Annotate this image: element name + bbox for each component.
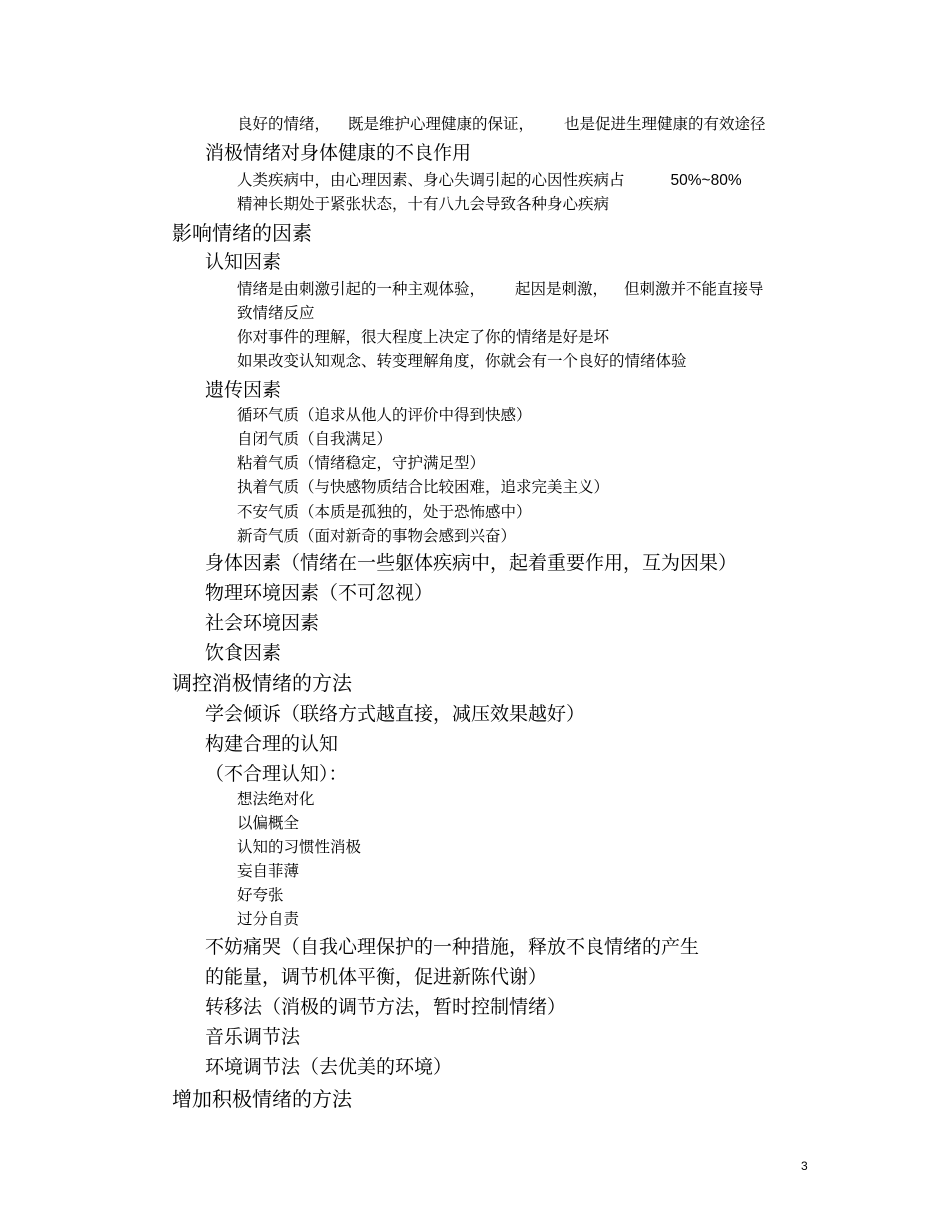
heading-diet: 饮食因素 — [205, 642, 282, 664]
percentage-range: 50%~80% — [670, 172, 742, 189]
irrational-item: 以偏概全 — [237, 814, 300, 832]
method-irrational: （不合理认知）： — [205, 763, 348, 785]
method-cry-cont: 的能量，调节机体平衡，促进新陈代谢） — [205, 966, 548, 988]
page-number: 3 — [801, 1159, 808, 1173]
heading-negative-effect: 消极情绪对身体健康的不良作用 — [205, 142, 472, 164]
heading-genetic: 遗传因素 — [205, 379, 282, 401]
paragraph-cognitive-1: 情绪是由刺激引起的一种主观体验， 起因是刺激， 但刺激并不能直接导 — [237, 280, 764, 298]
paragraph-cognitive-3: 如果改变认知观念、转变理解角度，你就会有一个良好的情绪体验 — [237, 352, 687, 370]
method-cognition: 构建合理的认知 — [205, 733, 339, 755]
heading-increase: 增加积极情绪的方法 — [172, 1087, 352, 1111]
irrational-item: 好夸张 — [237, 886, 284, 904]
paragraph-cognitive-2: 你对事件的理解，很大程度上决定了你的情绪是好是坏 — [237, 328, 610, 346]
genetic-item: 循环气质（追求从他人的评价中得到快感） — [237, 406, 532, 424]
heading-social-env: 社会环境因素 — [205, 612, 320, 634]
paragraph-good-emotion: 良好的情绪， 既是维护心理健康的保证， 也是促进生理健康的有效途径 — [237, 115, 766, 133]
method-shift: 转移法（消极的调节方法，暂时控制情绪） — [205, 996, 567, 1018]
heading-physical-env: 物理环境因素（不可忽视） — [205, 582, 434, 604]
genetic-item: 不安气质（本质是孤独的，处于恐怖感中） — [237, 503, 532, 521]
genetic-item: 新奇气质（面对新奇的事物会感到兴奋） — [237, 527, 517, 545]
method-music: 音乐调节法 — [205, 1026, 301, 1048]
heading-regulate: 调控消极情绪的方法 — [172, 671, 352, 695]
genetic-item: 粘着气质（情绪稳定，守护满足型） — [237, 454, 486, 472]
heading-body-factor: 身体因素（情绪在一些躯体疾病中，起着重要作用，互为因果） — [205, 552, 738, 574]
heading-factors: 影响情绪的因素 — [172, 221, 312, 245]
irrational-item: 认知的习惯性消极 — [237, 838, 362, 856]
genetic-item: 执着气质（与快感物质结合比较困难，追求完美主义） — [237, 478, 610, 496]
genetic-item: 自闭气质（自我满足） — [237, 430, 393, 448]
paragraph-disease-ratio: 人类疾病中，由心理因素、身心失调引起的心因性疾病占 50%~80% — [237, 171, 742, 189]
method-talk: 学会倾诉（联络方式越直接，减压效果越好） — [205, 703, 586, 725]
paragraph-tension: 精神长期处于紧张状态，十有八九会导致各种身心疾病 — [237, 195, 610, 213]
paragraph-cognitive-1-cont: 致情绪反应 — [237, 304, 315, 322]
irrational-item: 过分自责 — [237, 910, 300, 928]
method-cry: 不妨痛哭（自我心理保护的一种措施，释放不良情绪的产生 — [205, 936, 700, 958]
heading-cognitive: 认知因素 — [205, 251, 282, 273]
irrational-item: 妄自菲薄 — [237, 862, 300, 880]
method-environment: 环境调节法（去优美的环境） — [205, 1056, 453, 1078]
irrational-item: 想法绝对化 — [237, 790, 315, 808]
